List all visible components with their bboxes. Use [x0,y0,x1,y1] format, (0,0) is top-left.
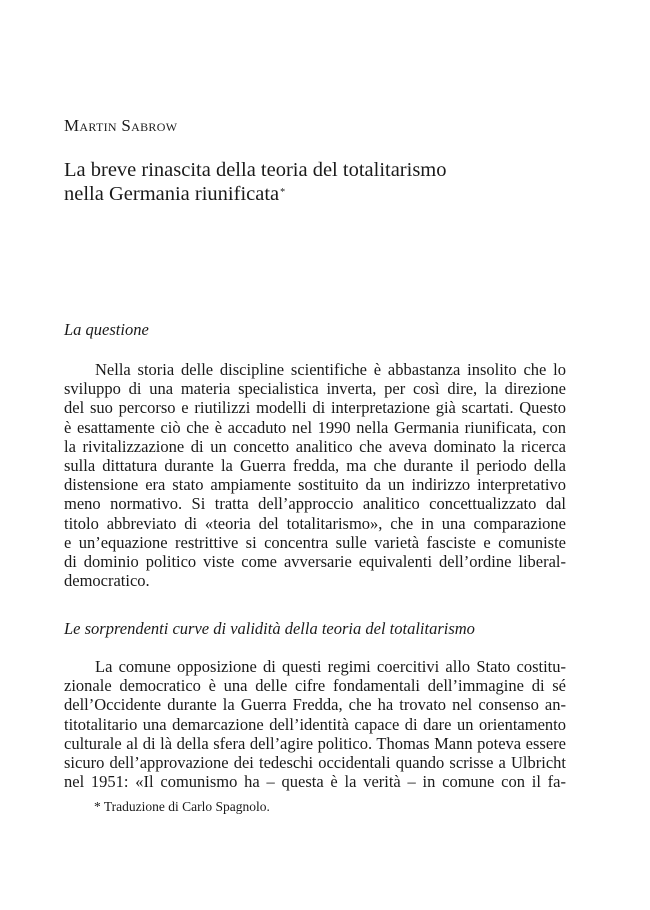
author-name: Martin Sabrow [64,116,178,135]
article-title [64,158,584,206]
paragraph-line: titolo abbreviato di «teoria del totalitarismo», che in una comparazione [64,513,566,533]
section-heading-curve-di-validita: Le sorprendenti curve di validità della teoria del totalitarismo [64,619,475,638]
paragraph-line: democratico. [64,571,150,591]
paragraph-line: titotalitario una demarcazione dell’identità capace di dare un orientamento [64,714,566,734]
paragraph-line: è esattamente ciò che è accaduto nel 1990 nella Germania riunificata, con [64,417,566,437]
title-line-2-text: nella Germania riunificata [64,183,280,205]
title-footnote-marker: * [280,187,286,198]
paragraph-line: sviluppo di una materia specialistica inverta, per così dire, la direzione [64,379,566,399]
section-heading-la-questione: La questione [64,320,149,339]
paragraph-line: sulla dittatura durante la Guerra fredda, ma che durante il periodo della [64,455,566,475]
paragraph-line: Nella storia delle discipline scientifiche è abbastanza insolito che lo [95,360,566,379]
paragraph-line: meno normativo. Si tratta dell’approccio analitico concettualizzato dal [64,494,566,514]
section-2-paragraph [64,657,566,791]
paragraph-line: dell’Occidente durante la Guerra Fredda, che ha trovato nel consenso an- [64,695,566,715]
paragraph-line: zionale democratico è una delle cifre fondamentali dell’immagine di sé [64,676,566,696]
paragraph-line: distensione era stato ampiamente sostituito da un indirizzo interpretativo [64,475,566,495]
paragraph-line: del suo percorso e riutilizzi modelli di interpretazione già scartati. Questo [64,398,566,418]
title-line-2 [64,182,584,206]
paragraph-line: sicuro dell’approvazione dei tedeschi occidentali quando scrisse a Ulbricht [64,752,566,772]
paragraph-line: di dominio politico viste come avversarie equivalenti dell’ordine liberal- [64,551,566,571]
footnote-translation: * Traduzione di Carlo Spagnolo. [94,799,270,814]
paragraph-line: nel 1951: «Il comunismo ha – questa è la verità – in comune con il fa- [64,772,566,792]
section-1-paragraph [64,360,566,590]
paragraph-line: la rivitalizzazione di un concetto analitico che aveva dominato la ricerca [64,436,566,456]
paragraph-line: La comune opposizione di questi regimi coercitivi allo Stato costitu- [95,657,566,676]
paragraph-line: e un’equazione restrittive si concentra sulle varietà fasciste e comuniste [64,532,566,552]
paragraph-line: culturale al di là della sfera dell’agire politico. Thomas Mann poteva essere [64,733,566,753]
title-line-1: La breve rinascita della teoria del totalitarismo [64,159,447,181]
